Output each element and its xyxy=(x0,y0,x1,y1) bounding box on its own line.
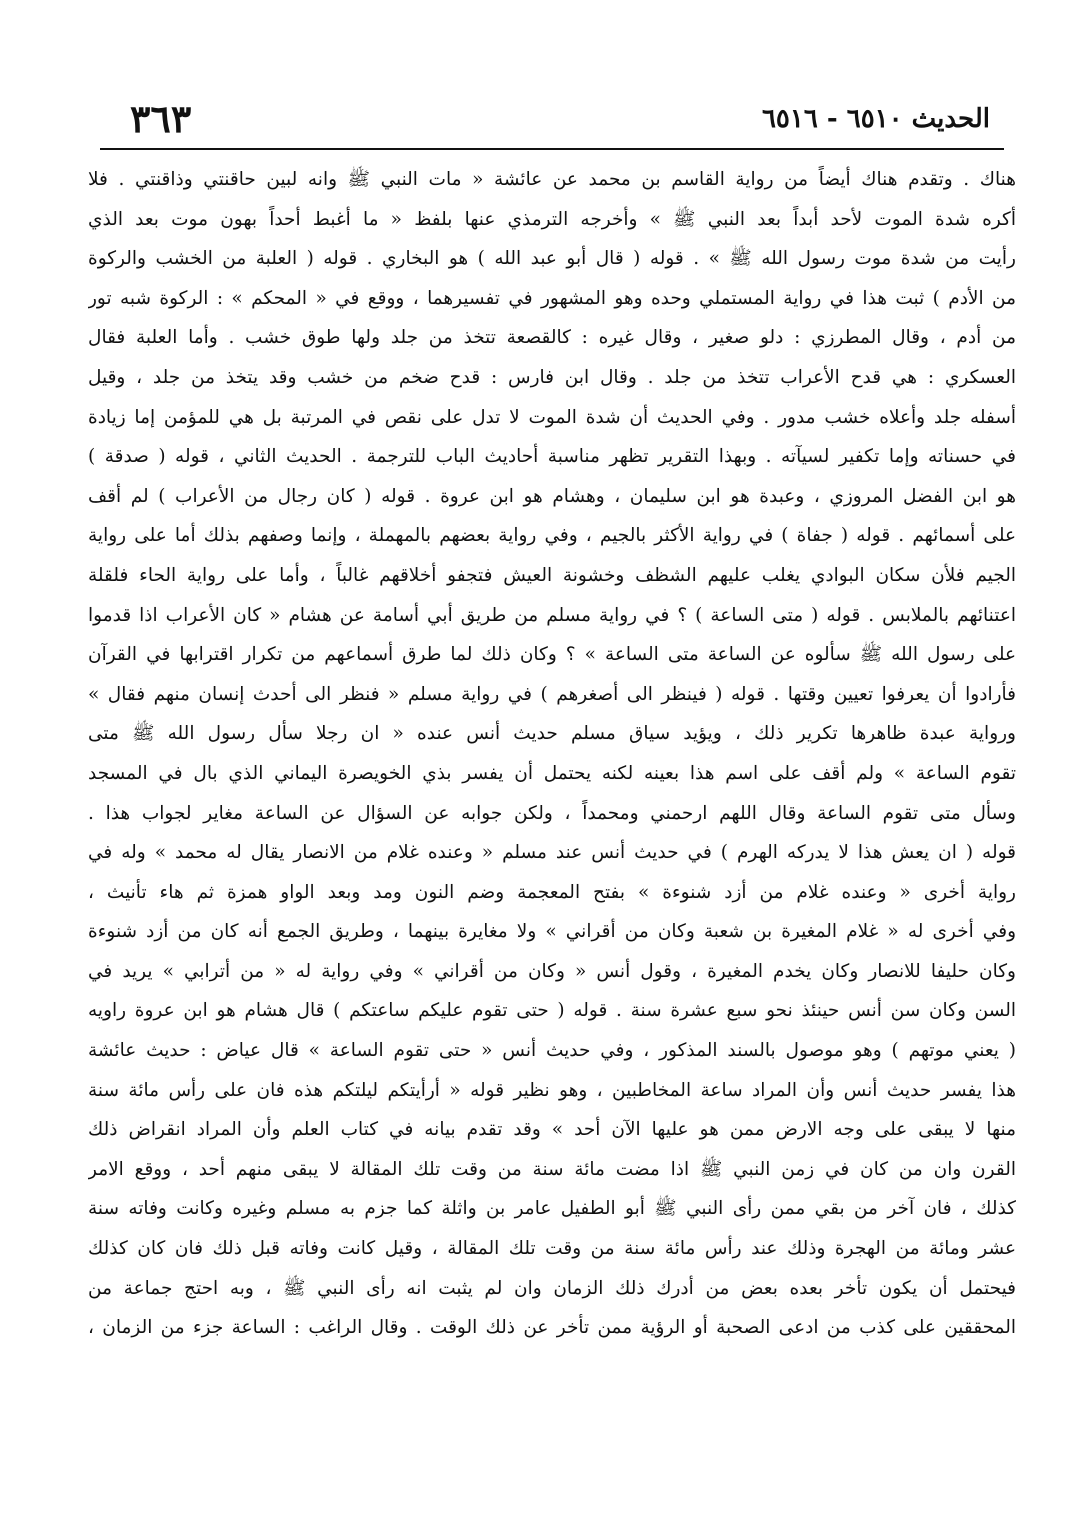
page-number: ٣٦٣ xyxy=(130,96,192,141)
text-line: من الأدم ) ثبت هذا في رواية المستملي وحده وهو المشهور في تفسيرهما ، ووقع في « المحكم » : الركوة شبه تور xyxy=(88,287,1016,309)
text-line: ورواية عبدة ظاهرها تكرير ذلك ، ويؤيد سياق مسلم حديث أنس عنده « ان رجلا سأل رسول الله ﷺ متى xyxy=(88,723,1016,745)
text-line: هناك . وتقدم هناك أيضاً من رواية القاسم بن محمد عن عائشة « مات النبي ﷺ وانه لبين حاقنتي وذاقنتي . فلا xyxy=(88,169,1016,190)
text-line: وكان حليفا للانصار وكان يخدم المغيرة ، وقول أنس « وكان من أقراني » وفي رواية له « من أترابي » يريد في xyxy=(88,960,1016,982)
body-text xyxy=(88,160,1016,1348)
text-line: قوله ( ان يعش هذا لا يدركه الهرم ) في حديث أنس عند مسلم « وعنده غلام من الانصار يقال له محمد » وله في xyxy=(88,842,1016,864)
text-line: فأرادوا أن يعرفوا تعيين وقتها . قوله ( فينظر الى أصغرهم ) في رواية مسلم « فنظر الى أحدث إنسان منهم فقال » xyxy=(88,683,1016,705)
text-line: من أدم ، وقال المطرزي : دلو صغير ، وقال غيره : كالقصعة تتخذ من جلد ولها طوق خشب . وأما العلبة فقال xyxy=(88,327,1016,349)
text-line: القرن وان من كان في زمن النبي ﷺ اذا مضت مائة سنة من وقت تلك المقالة لا يبقى منهم أحد ، ووقع الامر xyxy=(88,1158,1016,1180)
text-line: هو ابن الفضل المروزي ، وعبدة هو ابن سليمان ، وهشام هو ابن عروة . قوله ( كان رجال من الأعراب ) لم أقف xyxy=(88,485,1016,507)
text-line: على أسمائهم . قوله ( جفاة ) في رواية الأكثر بالجيم ، وفي رواية بعضهم بالمهملة ، وإنما وصفهم بذلك أما على رواية xyxy=(88,525,1016,547)
text-line: السن وكان سن أنس حينئذ نحو سبع عشرة سنة . قوله ( حتى تقوم عليكم ساعتكم ) قال هشام هو ابن عروة راويه xyxy=(88,1000,1016,1022)
running-title: الحديث ٦٥١٠ - ٦٥١٦ xyxy=(761,104,990,134)
text-line: رأيت من شدة موت رسول الله ﷺ » . قوله ( قال أبو عبد الله ) هو البخاري . قوله ( العلبة من الخشب والركوة xyxy=(88,248,1016,270)
header-divider xyxy=(100,148,1004,150)
text-line: رواية أخرى « وعنده غلام من أزد شنوءة » بفتح المعجمة وضم النون ومد وبعد الواو همزة ثم هاء تأنيث ، xyxy=(88,881,1016,903)
text-line: فيحتمل أن يكون تأخر بعده بعض من أدرك ذلك الزمان وان لم يثبت انه رأى النبي ﷺ ، وبه احتج جماعة من xyxy=(88,1277,1016,1299)
text-line: وسأل متى تقوم الساعة وقال اللهم ارحمني ومحمداً ، ولكن جوابه عن السؤال عن الساعة مغاير لجواب هذا . xyxy=(88,802,1016,824)
text-line: وفي أخرى له « غلام المغيرة بن شعبة وكان من أقراني » ولا مغايرة بينهما ، وطريق الجمع أنه كان من أزد شنوءة xyxy=(88,921,1016,943)
text-line: في حسناته وإما تكفير لسيآته . وبهذا التقرير تظهر مناسبة أحاديث الباب للترجمة . الحديث الثاني ، قوله ( صدقة ) xyxy=(88,446,1016,468)
text-line: على رسول الله ﷺ سألوه عن الساعة متى الساعة » ؟ وكان ذلك لما طرق أسماعهم من تكرار اقترابها في القرآن xyxy=(88,644,1016,666)
page-header xyxy=(110,96,990,152)
text-line: أسفله جلد وأعلاه خشب مدور . وفي الحديث أن شدة الموت لا تدل على نقص في المرتبة بل هي للمؤمن إما زيادة xyxy=(88,406,1016,428)
text-line: عشر ومائة من الهجرة وذلك عند رأس مائة سنة من وقت تلك المقالة ، وقيل كانت وفاته قبل ذلك فان كان كذلك xyxy=(88,1238,1016,1260)
text-line: منها لا يبقى على وجه الارض ممن هو عليها الآن أحد » وقد تقدم بيانه في كتاب العلم وأن المراد انقراض ذلك xyxy=(88,1119,1016,1141)
text-line: هذا يفسر حديث أنس وأن المراد ساعة المخاطبين ، وهو نظير قوله « أرأيتكم ليلتكم هذه فان على رأس مائة سنة xyxy=(88,1079,1016,1101)
text-line: المحققين على كذب من ادعى الصحبة أو الرؤية ممن تأخر عن ذلك الوقت . وقال الراغب : الساعة جزء من الزمان ، xyxy=(88,1317,1016,1339)
text-line: الجيم فلأن سكان البوادي يغلب عليهم الشظف وخشونة العيش فتجفو أخلاقهم غالباً ، وأما على رواية الحاء فلقلة xyxy=(88,564,1016,586)
text-line: ( يعني موتهم ) وهو موصول بالسند المذكور ، وفي حديث أنس « حتى تقوم الساعة » قال عياض : حديث عائشة xyxy=(88,1040,1016,1062)
text-line: تقوم الساعة » ولم أقف على اسم هذا بعينه لكنه يحتمل أن يفسر بذي الخويصرة اليماني الذي بال في المسجد xyxy=(88,762,1016,784)
text-line: العسكري : هي قدح الأعراب تتخذ من جلد . وقال ابن فارس : قدح ضخم من خشب وقد يتخذ من جلد ، وقيل xyxy=(88,366,1016,388)
text-line: أكره شدة الموت لأحد أبداً بعد النبي ﷺ » وأخرجه الترمذي عنها بلفظ « ما أغبط أحداً بهون موت بعد الذي xyxy=(88,208,1016,230)
text-line: اعتنائهم بالملابس . قوله ( متى الساعة ) ؟ في رواية مسلم من طريق أبي أسامة عن هشام « كان الأعراب اذا قدموا xyxy=(88,604,1016,626)
text-line: كذلك ، فان آخر من بقي ممن رأى النبي ﷺ أبو الطفيل عامر بن واثلة كما جزم به مسلم وغيره وكانت وفاته سنة xyxy=(88,1198,1016,1220)
